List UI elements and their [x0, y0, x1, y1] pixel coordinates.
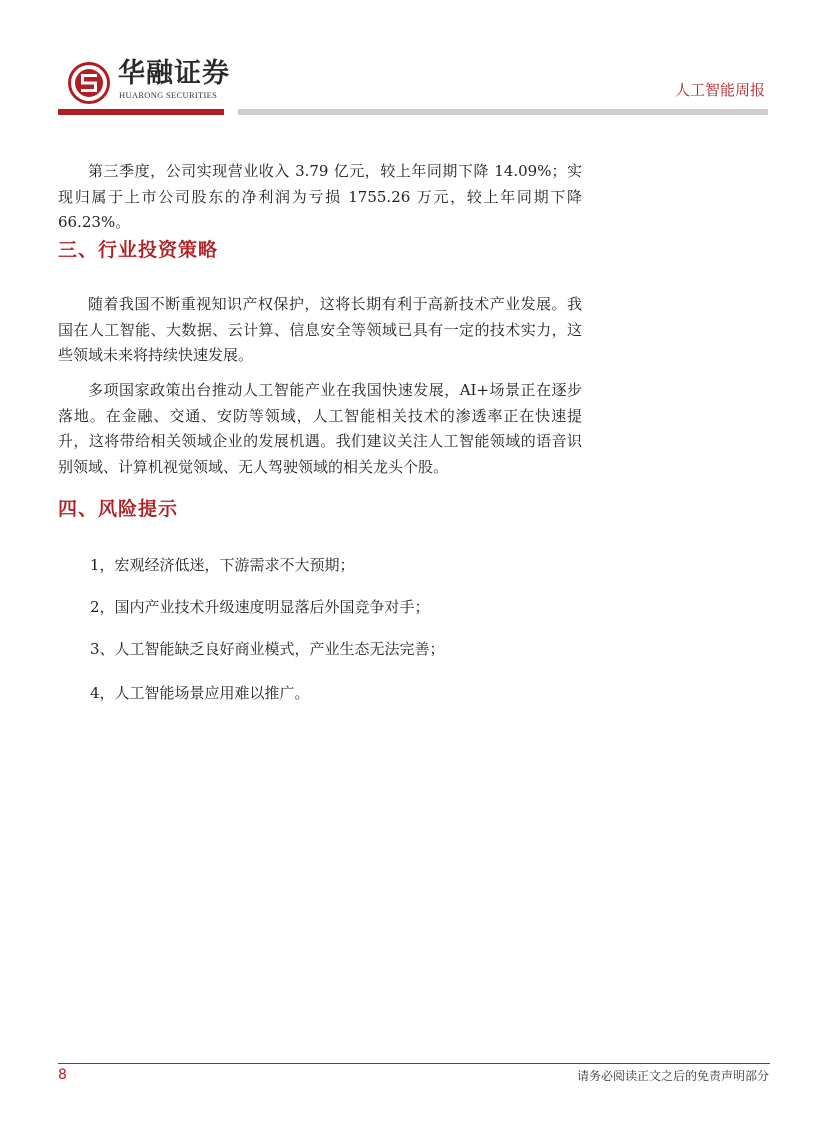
brand-name-cn: 华融证券: [118, 58, 230, 89]
header-rule-accent: [58, 109, 224, 115]
section-title-risk-warning: 四、风险提示: [58, 498, 179, 520]
footer-rule: [58, 1063, 770, 1064]
strategy-paragraph-1: 随着我国不断重视知识产权保护，这将长期有利于高新技术产业发展。我国在人工智能、大数据、云计算、信息安全等领域已具有一定的技术实力，这些领域未来将持续快速发展。: [58, 295, 582, 364]
risk-item: 4，人工智能场景应用难以推广。: [90, 684, 310, 702]
risk-item: 3、人工智能缺乏良好商业模式，产业生态无法完善；: [90, 640, 445, 658]
risk-item: 2，国内产业技术升级速度明显落后外国竞争对手；: [90, 598, 430, 616]
huarong-logo-icon: [68, 62, 110, 104]
strategy-paragraph-2: 多项国家政策出台推动人工智能产业在我国快速发展，AI+场景正在逐步落地。在金融、交通、安防等领域，人工智能相关技术的渗透率正在快速提升，这将带给相关领域企业的发展机遇。我们建议关注人工智能领域的语音识别领域、计算机视觉领域、无人驾驶领域的相关龙头个股。: [58, 381, 582, 476]
intro-paragraph: 第三季度，公司实现营业收入 3.79 亿元，较上年同期下降 14.09%；实现归属于上市公司股东的净利润为亏损 1755.26 万元，较上年同期下降 66.23%。: [58, 162, 582, 231]
section-title-investment-strategy: 三、行业投资策略: [58, 239, 219, 261]
page-number: 8: [58, 1067, 67, 1083]
header-rule-gray: [238, 109, 768, 115]
report-type-label: 人工智能周报: [674, 81, 765, 99]
disclaimer-note: 请务必阅读正文之后的免责声明部分: [576, 1069, 769, 1083]
brand-name-en: HUARONG SECURITIES: [119, 90, 218, 100]
risk-item: 1，宏观经济低迷，下游需求不大预期；: [90, 556, 355, 574]
